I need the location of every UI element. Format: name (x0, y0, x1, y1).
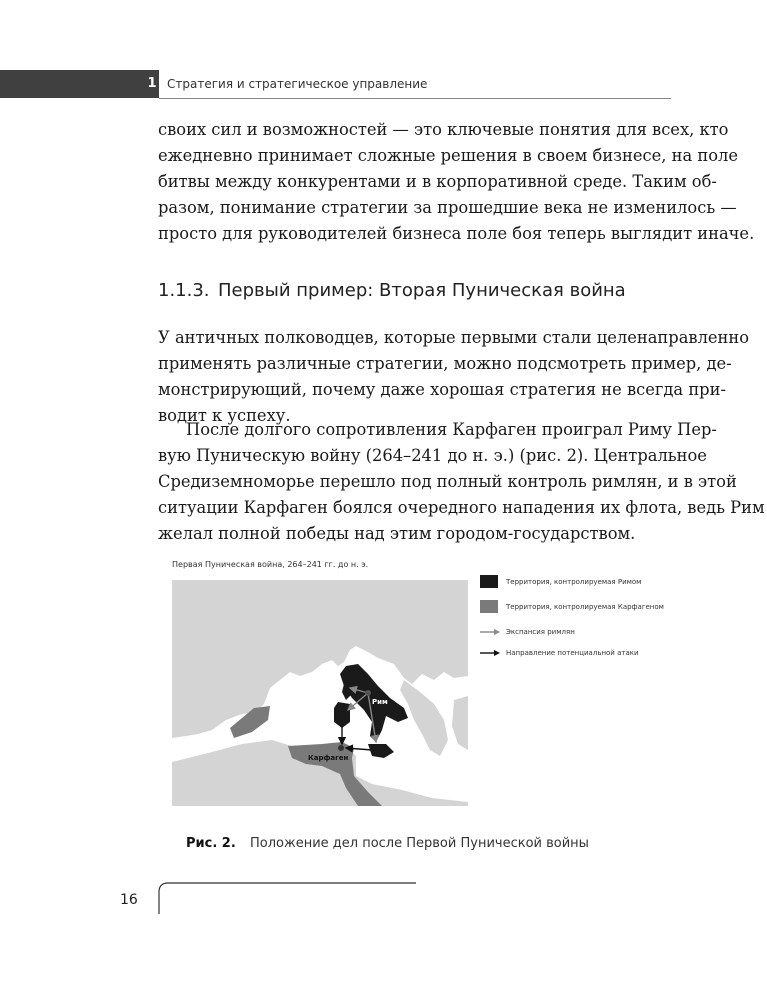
map-title: Первая Пуническая война, 264–241 гг. до н. э. (172, 560, 369, 569)
section-title: Первый пример: Вторая Пуническая война (218, 280, 626, 301)
black-arrow-icon (480, 649, 500, 657)
text-line: просто для руководителей бизнеса поле боя теперь выглядит иначе. (158, 224, 755, 243)
figure-caption-text: Положение дел после Первой Пунической войны (250, 836, 589, 851)
text-line: битвы между конкурентами и в корпоративной среде. Таким об- (158, 172, 717, 191)
page-number: 16 (120, 892, 138, 908)
chapter-number: 1 (145, 70, 159, 98)
text-line: монстрирующий, почему даже хорошая стратегия не всегда при- (158, 380, 726, 399)
legend-swatch (480, 600, 498, 613)
header-bar (0, 70, 145, 98)
legend-label: Территория, контролируемая Карфагеном (506, 603, 664, 611)
text-line: У античных полководцев, которые первыми стали целенаправленно (158, 328, 750, 347)
text-line: желал полной победы над этим городом-государством. (158, 524, 636, 543)
text-line: ежедневно принимает сложные решения в своем бизнесе, на поле (158, 146, 739, 165)
carthage-marker (338, 745, 344, 751)
text-line: вую Пуническую войну (264–241 до н. э.) (рис. 2). Центральное (158, 446, 707, 465)
rome-marker (365, 690, 371, 696)
chapter-title: Стратегия и стратегическое управление (167, 77, 428, 91)
figure-caption (186, 836, 589, 851)
paragraph-intro (158, 117, 755, 247)
text-line: ситуации Карфаген боялся очередного нападения их флота, ведь Рим (158, 498, 765, 517)
legend-label: Экспансия римлян (506, 628, 575, 636)
mediterranean-map (172, 580, 468, 806)
figure-label: Рис. 2. (186, 836, 236, 851)
gray-arrow-icon (480, 628, 500, 636)
paragraph-carthage (158, 417, 765, 547)
header-rule (159, 98, 671, 99)
legend-swatch (480, 575, 498, 588)
text-line: водит к успеху. (158, 406, 291, 425)
rome-label: Рим (372, 698, 388, 706)
legend-label: Территория, контролируемая Римом (506, 578, 642, 586)
carthage-label: Карфаген (308, 754, 349, 762)
text-line: применять различные стратегии, можно подсмотреть пример, де- (158, 354, 732, 373)
text-line: своих сил и возможностей — это ключевые понятия для всех, кто (158, 120, 729, 139)
text-line: Средиземноморье перешло под полный контроль римлян, и в этой (158, 472, 737, 491)
paragraph-ancient-generals (158, 325, 750, 429)
footer-rule (158, 882, 416, 914)
text-line: После долгого сопротивления Карфаген проиграл Риму Пер- (186, 420, 717, 439)
section-heading (158, 280, 626, 301)
section-number: 1.1.3. (158, 280, 210, 301)
legend-label: Направление потенциальной атаки (506, 649, 639, 657)
text-line: разом, понимание стратегии за прошедшие века не изменилось — (158, 198, 737, 217)
